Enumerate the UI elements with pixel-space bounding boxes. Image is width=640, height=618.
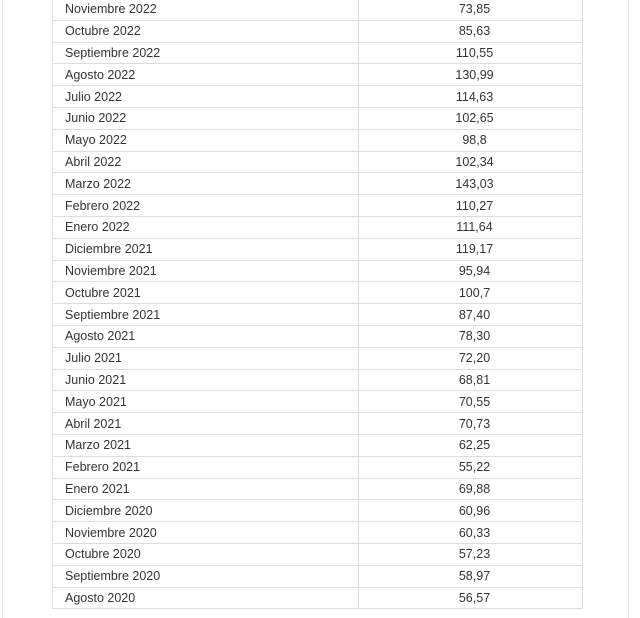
table-row xyxy=(53,304,583,326)
table-row xyxy=(53,391,583,413)
value-cell: 111,64 xyxy=(359,216,583,238)
month-cell: Noviembre 2021 xyxy=(53,260,359,282)
value-cell: 85,63 xyxy=(359,20,583,42)
table-row xyxy=(53,478,583,500)
table-row xyxy=(53,238,583,260)
table-row xyxy=(53,0,583,20)
month-cell: Abril 2022 xyxy=(53,151,359,173)
month-cell: Agosto 2021 xyxy=(53,325,359,347)
value-cell: 78,30 xyxy=(359,325,583,347)
table-row xyxy=(53,522,583,544)
month-cell: Enero 2021 xyxy=(53,478,359,500)
table-row xyxy=(53,64,583,86)
month-cell: Octubre 2021 xyxy=(53,282,359,304)
value-cell: 70,55 xyxy=(359,391,583,413)
month-cell: Junio 2021 xyxy=(53,369,359,391)
month-cell: Mayo 2021 xyxy=(53,391,359,413)
value-cell: 60,33 xyxy=(359,522,583,544)
value-cell: 102,34 xyxy=(359,151,583,173)
value-cell: 114,63 xyxy=(359,86,583,108)
month-cell: Noviembre 2022 xyxy=(53,0,359,20)
table-row xyxy=(53,173,583,195)
content-border-left xyxy=(2,0,3,618)
value-cell: 56,57 xyxy=(359,587,583,609)
month-cell: Marzo 2021 xyxy=(53,434,359,456)
value-cell: 58,97 xyxy=(359,565,583,587)
table-row xyxy=(53,413,583,435)
value-cell: 98,8 xyxy=(359,129,583,151)
value-cell: 57,23 xyxy=(359,543,583,565)
month-cell: Agosto 2020 xyxy=(53,587,359,609)
month-cell: Noviembre 2020 xyxy=(53,522,359,544)
table-row xyxy=(53,151,583,173)
table-row xyxy=(53,500,583,522)
month-cell: Septiembre 2020 xyxy=(53,565,359,587)
table-row xyxy=(53,587,583,609)
value-cell: 60,96 xyxy=(359,500,583,522)
month-cell: Julio 2021 xyxy=(53,347,359,369)
month-cell: Octubre 2020 xyxy=(53,543,359,565)
table-row xyxy=(53,129,583,151)
value-cell: 72,20 xyxy=(359,347,583,369)
table-row xyxy=(53,325,583,347)
month-cell: Septiembre 2021 xyxy=(53,304,359,326)
value-cell: 73,85 xyxy=(359,0,583,20)
value-cell: 55,22 xyxy=(359,456,583,478)
value-cell: 143,03 xyxy=(359,173,583,195)
value-cell: 130,99 xyxy=(359,64,583,86)
table-row xyxy=(53,260,583,282)
table-row xyxy=(53,20,583,42)
month-cell: Mayo 2022 xyxy=(53,129,359,151)
value-cell: 119,17 xyxy=(359,238,583,260)
table-row xyxy=(53,347,583,369)
price-table xyxy=(52,0,583,609)
value-cell: 100,7 xyxy=(359,282,583,304)
value-cell: 87,40 xyxy=(359,304,583,326)
value-cell: 102,65 xyxy=(359,107,583,129)
price-table-body xyxy=(53,0,583,609)
month-cell: Junio 2022 xyxy=(53,107,359,129)
value-cell: 110,55 xyxy=(359,42,583,64)
table-row xyxy=(53,369,583,391)
table-row xyxy=(53,107,583,129)
month-cell: Julio 2022 xyxy=(53,86,359,108)
table-row xyxy=(53,543,583,565)
table-row xyxy=(53,42,583,64)
month-cell: Febrero 2022 xyxy=(53,195,359,217)
month-cell: Enero 2022 xyxy=(53,216,359,238)
table-row xyxy=(53,195,583,217)
month-cell: Agosto 2022 xyxy=(53,64,359,86)
month-cell: Marzo 2022 xyxy=(53,173,359,195)
value-cell: 95,94 xyxy=(359,260,583,282)
table-row xyxy=(53,434,583,456)
month-cell: Diciembre 2020 xyxy=(53,500,359,522)
table-row xyxy=(53,282,583,304)
content-border-right xyxy=(628,0,629,618)
table-row xyxy=(53,456,583,478)
value-cell: 62,25 xyxy=(359,434,583,456)
value-cell: 70,73 xyxy=(359,413,583,435)
value-cell: 110,27 xyxy=(359,195,583,217)
month-cell: Abril 2021 xyxy=(53,413,359,435)
value-cell: 69,88 xyxy=(359,478,583,500)
table-row xyxy=(53,86,583,108)
month-cell: Septiembre 2022 xyxy=(53,42,359,64)
table-row xyxy=(53,565,583,587)
month-cell: Octubre 2022 xyxy=(53,20,359,42)
month-cell: Diciembre 2021 xyxy=(53,238,359,260)
month-cell: Febrero 2021 xyxy=(53,456,359,478)
table-row xyxy=(53,216,583,238)
value-cell: 68,81 xyxy=(359,369,583,391)
